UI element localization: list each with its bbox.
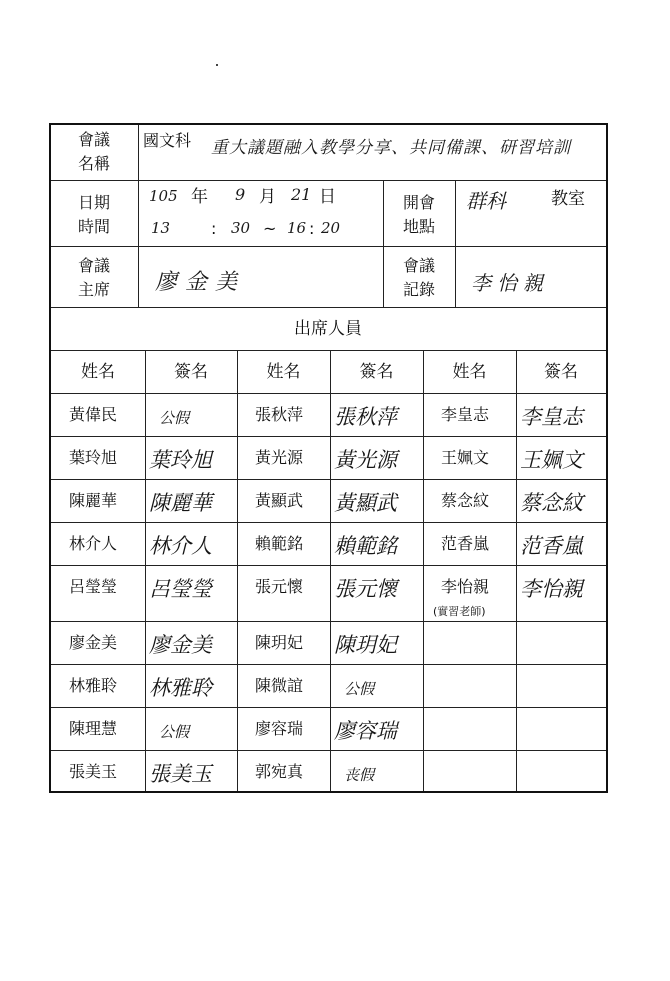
attendee-signature: 葉玲旭 <box>149 448 212 472</box>
rule <box>51 522 606 523</box>
attendee-signature: 黃顯武 <box>334 491 397 515</box>
attendee-name: 林雅聆 <box>69 676 118 695</box>
attendee-signature: 公假 <box>159 723 190 741</box>
attendee-signature: 張秋萍 <box>334 405 397 429</box>
attendee-name: 陳玥妃 <box>255 633 304 652</box>
attendee-signature: 張元懷 <box>334 577 397 601</box>
attendee-name: 范香嵐 <box>441 534 490 553</box>
attendee-signature: 范香嵐 <box>520 534 583 558</box>
attendee-signature: 丧假 <box>344 766 375 784</box>
attendee-signature: 廖容瑞 <box>334 719 397 743</box>
rule <box>51 664 606 665</box>
rule <box>51 479 606 480</box>
date-month-unit: 月 <box>259 187 276 207</box>
attendance-title: 出席人員 <box>294 319 362 339</box>
stray-dot <box>216 64 218 66</box>
attendee-name: 廖金美 <box>69 633 118 652</box>
attendee-signature: 陳玥妃 <box>334 633 397 657</box>
attendee-signature: 李怡親 <box>520 577 583 601</box>
col-header-sign: 簽名 <box>174 362 208 382</box>
attendee-signature: 林雅聆 <box>149 676 212 700</box>
attendee-signature: 公假 <box>159 409 190 427</box>
time-colon: : <box>211 219 217 238</box>
attendee-name: 蔡念紋 <box>441 491 490 510</box>
attendee-name: 林介人 <box>69 534 118 553</box>
attendee-name: 葉玲旭 <box>69 448 118 467</box>
attendee-name: 張元懷 <box>255 577 304 596</box>
time-end-hour: 16 <box>287 219 307 237</box>
location-suffix: 教室 <box>551 189 585 209</box>
date-month: 9 <box>235 185 246 204</box>
date-year: 105 <box>149 187 178 205</box>
meeting-name-handwritten: 重大議題融入教學分享、共同備課、研習培訓 <box>211 138 571 158</box>
attendee-signature: 陳麗華 <box>149 491 212 515</box>
time-separator: ~ <box>263 219 277 238</box>
rule <box>51 565 606 566</box>
col-header-name: 姓名 <box>81 362 115 382</box>
col-header-name: 姓名 <box>452 362 487 382</box>
meeting-attendance-sheet <box>49 123 608 793</box>
chair-label: 會議主席 <box>77 256 110 299</box>
meeting-name-value: 國文科 <box>143 131 192 150</box>
time-end-minute: 20 <box>321 219 341 237</box>
rule <box>138 125 139 307</box>
rule <box>51 750 606 751</box>
attendee-name: 黃顯武 <box>255 491 304 510</box>
date-day-unit: 日 <box>319 187 336 207</box>
rule <box>51 350 606 351</box>
attendee-signature: 蔡念紋 <box>520 491 583 515</box>
attendee-signature: 賴範銘 <box>334 534 397 558</box>
meeting-name-label: 會議名稱 <box>77 130 110 173</box>
attendee-signature: 李皇志 <box>520 405 583 429</box>
attendee-name: 張美玉 <box>69 762 118 781</box>
recorder-handwritten: 李怡親 <box>471 271 549 295</box>
attendee-name: 李怡親 <box>441 577 490 596</box>
attendee-name: 張秋萍 <box>255 405 304 424</box>
attendee-signature: 廖金美 <box>149 633 212 657</box>
attendee-signature: 公假 <box>344 680 375 698</box>
attendee-name: 郭宛真 <box>255 762 304 781</box>
rule <box>145 350 146 791</box>
time-start-hour: 13 <box>151 219 171 237</box>
rule <box>237 350 238 791</box>
rule <box>455 180 456 307</box>
recorder-label: 會議記錄 <box>402 256 435 299</box>
rule <box>51 707 606 708</box>
date-day: 21 <box>291 185 312 204</box>
attendee-name: 王姵文 <box>441 448 490 467</box>
chair-handwritten: 廖金美 <box>155 270 246 295</box>
attendee-name: 呂瑩瑩 <box>69 577 118 596</box>
col-header-sign: 簽名 <box>359 362 394 382</box>
attendee-name: 賴範銘 <box>255 534 304 553</box>
attendee-name: 陳理慧 <box>69 719 118 738</box>
rule <box>516 350 517 791</box>
rule <box>383 180 384 307</box>
attendee-name: 廖容瑞 <box>255 719 304 738</box>
attendee-signature: 張美玉 <box>149 762 212 786</box>
attendee-signature: 王姵文 <box>520 448 583 472</box>
rule <box>423 350 424 791</box>
rule <box>330 350 331 791</box>
rule <box>51 307 606 308</box>
attendee-signature: 黃光源 <box>334 448 397 472</box>
rule <box>51 180 606 181</box>
rule <box>51 393 606 394</box>
time-colon: : <box>309 219 315 238</box>
attendee-note: (實習老師) <box>433 605 486 618</box>
attendee-name: 黃偉民 <box>69 405 118 424</box>
attendee-name: 陳微誼 <box>255 676 304 695</box>
col-header-name: 姓名 <box>266 362 301 382</box>
location-label: 開會地點 <box>402 193 435 236</box>
col-header-sign: 簽名 <box>544 362 578 382</box>
attendee-signature: 呂瑩瑩 <box>149 577 212 601</box>
date-year-unit: 年 <box>191 187 208 207</box>
attendee-name: 黃光源 <box>255 448 304 467</box>
attendee-name: 陳麗華 <box>69 491 118 510</box>
rule <box>51 621 606 622</box>
attendee-signature: 林介人 <box>149 534 212 558</box>
time-start-minute: 30 <box>231 219 251 237</box>
rule <box>51 246 606 247</box>
date-time-label: 日期時間 <box>77 193 110 236</box>
location-handwritten: 群科 <box>466 189 506 213</box>
attendee-name: 李皇志 <box>441 405 490 424</box>
rule <box>51 436 606 437</box>
